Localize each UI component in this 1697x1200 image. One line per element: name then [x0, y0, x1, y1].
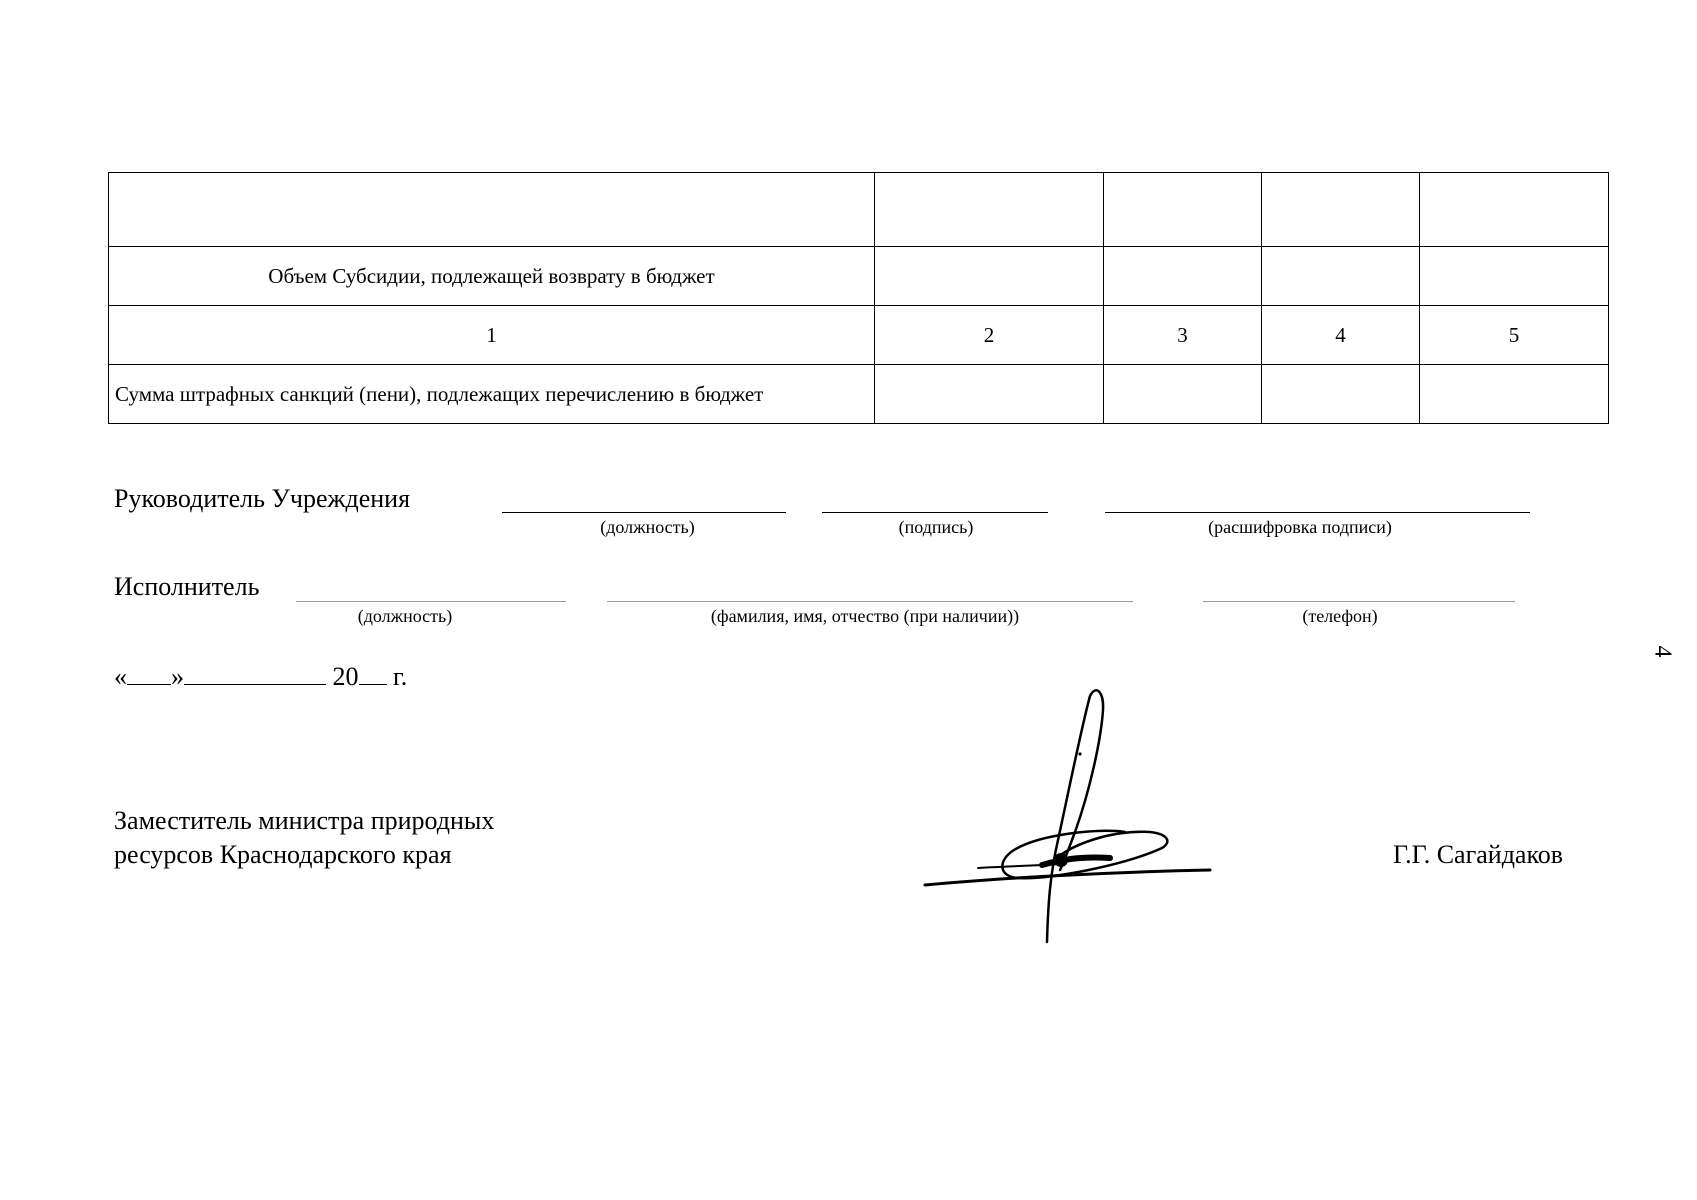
signatory-name: Г.Г. Сагайдаков — [1393, 840, 1564, 869]
date-year-blank — [359, 664, 387, 685]
caption-executor-position: (должность) — [357, 606, 453, 626]
date-year-suffix: г. — [393, 662, 408, 691]
head-name-line — [1105, 512, 1530, 513]
table-row — [109, 173, 1609, 247]
executor-label: Исполнитель — [114, 572, 260, 601]
table-cell — [1262, 365, 1420, 424]
table-cell — [875, 365, 1104, 424]
row-label-penalties: Сумма штрафных санкций (пени), подлежащих перечислению в бюджет — [109, 365, 875, 424]
table-cell — [1420, 173, 1609, 247]
column-number: 5 — [1420, 306, 1609, 365]
table-cell — [1262, 247, 1420, 306]
caption-name-decoding: (расшифровка подписи) — [1208, 517, 1392, 537]
executor-position-line — [296, 601, 566, 602]
column-number: 1 — [109, 306, 875, 365]
subsidy-table — [108, 172, 1609, 424]
table-cell — [1104, 365, 1262, 424]
table-cell — [1420, 247, 1609, 306]
caption-executor-phone: (телефон) — [1302, 606, 1378, 626]
table-row — [109, 247, 1609, 306]
column-number: 2 — [875, 306, 1104, 365]
row-label-subsidy-return: Объем Субсидии, подлежащей возврату в бюджет — [109, 247, 875, 306]
table-cell — [1420, 365, 1609, 424]
column-number: 3 — [1104, 306, 1262, 365]
table-cell — [875, 247, 1104, 306]
head-signature-line — [822, 512, 1048, 513]
table-cell — [875, 173, 1104, 247]
handwritten-signature — [910, 680, 1230, 950]
column-number: 4 — [1262, 306, 1420, 365]
table-cell — [1104, 173, 1262, 247]
head-position-line — [502, 512, 786, 513]
table-row — [109, 306, 1609, 365]
table-cell — [109, 173, 875, 247]
caption-position: (должность) — [600, 517, 695, 537]
signatory-position-line1: Заместитель министра природных — [114, 806, 495, 835]
table-cell — [1262, 173, 1420, 247]
executor-phone-line — [1203, 601, 1515, 602]
date-month-blank — [184, 664, 326, 685]
table-row — [109, 365, 1609, 424]
page-number: 4 — [1649, 645, 1676, 658]
date-year-prefix: 20 — [332, 662, 359, 691]
date-close-quote: » — [171, 662, 184, 691]
date-open-quote: « — [114, 662, 127, 691]
caption-signature: (подпись) — [898, 517, 974, 537]
signatory-position-line2: ресурсов Краснодарского края — [114, 840, 452, 869]
head-label: Руководитель Учреждения — [114, 484, 411, 513]
caption-executor-fullname: (фамилия, имя, отчество (при наличии)) — [710, 606, 1020, 626]
executor-fullname-line — [607, 601, 1133, 602]
date-line — [114, 662, 407, 692]
date-day-blank — [127, 664, 171, 685]
table-cell — [1104, 247, 1262, 306]
